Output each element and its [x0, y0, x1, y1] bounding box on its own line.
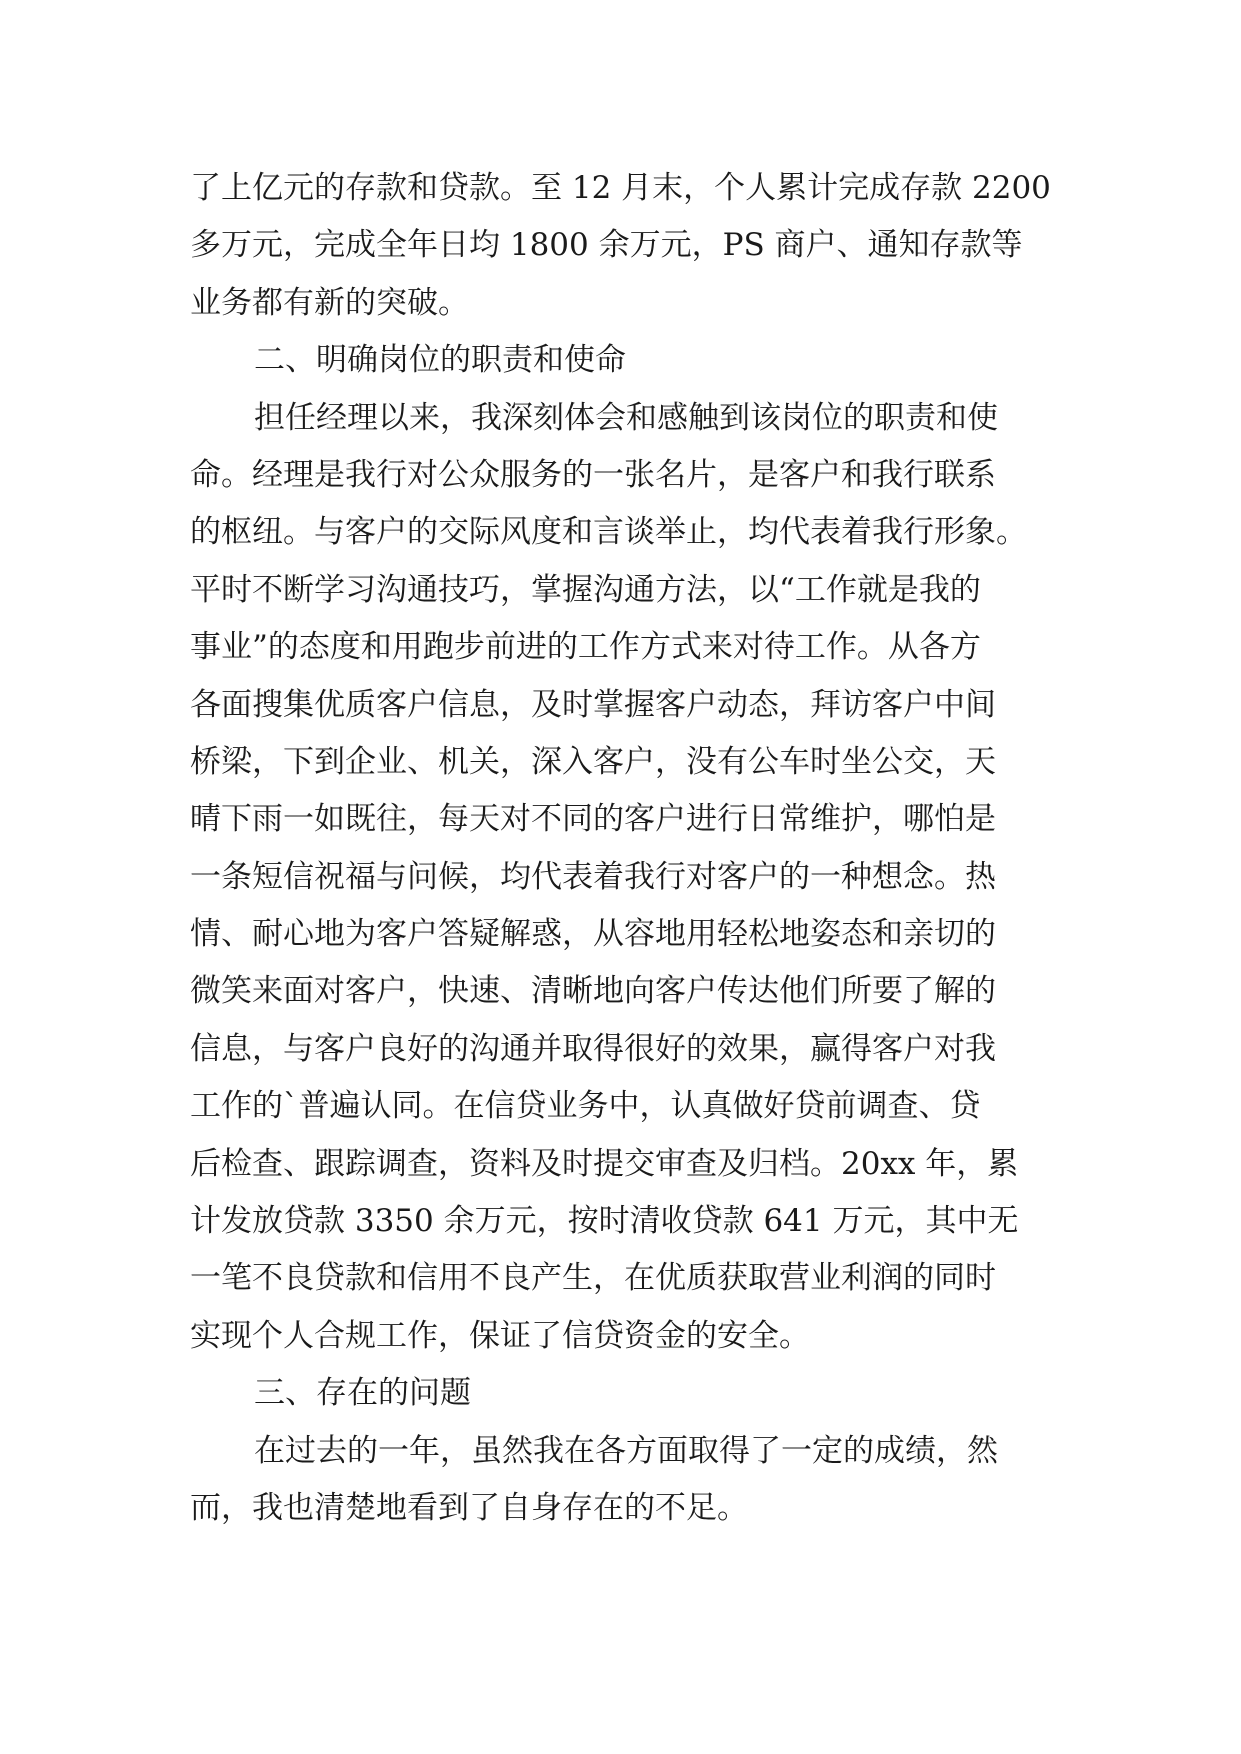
text-line: 实现个人合规工作，保证了信贷资金的安全。	[190, 1317, 810, 1354]
text-line: 晴下雨一如既往，每天对不同的客户进行日常维护，哪怕是	[190, 801, 996, 838]
text-line: 平时不断学习沟通技巧，掌握沟通方法，以“工作就是我的	[190, 571, 981, 608]
text-line: 业务都有新的突破。	[190, 284, 469, 321]
section-heading: 三、存在的问题	[254, 1375, 471, 1412]
text-line: 情、耐心地为客户答疑解惑，从容地用轻松地姿态和亲切的	[190, 916, 996, 953]
text-line: 工作的`普遍认同。在信贷业务中，认真做好贷前调查、贷	[190, 1088, 981, 1125]
text-line: 事业”的态度和用跑步前进的工作方式来对待工作。从各方	[190, 629, 981, 666]
text-line: 各面搜集优质客户信息，及时掌握客户动态，拜访客户中间	[190, 686, 996, 723]
text-line: 在过去的一年，虽然我在各方面取得了一定的成绩，然	[254, 1432, 998, 1469]
text-line: 的枢纽。与客户的交际风度和言谈举止，均代表着我行形象。	[190, 514, 1027, 551]
document-body	[190, 160, 1056, 1537]
section-heading: 二、明确岗位的职责和使命	[254, 342, 626, 379]
text-line: 一条短信祝福与问候，均代表着我行对客户的一种想念。热	[190, 858, 996, 895]
text-line: 命。经理是我行对公众服务的一张名片，是客户和我行联系	[190, 456, 996, 493]
text-line: 计发放贷款 3350 余万元，按时清收贷款 641 万元，其中无	[190, 1203, 1019, 1240]
text-line: 信息，与客户良好的沟通并取得很好的效果，赢得客户对我	[190, 1030, 996, 1067]
text-line: 了上亿元的存款和贷款。至 12 月末，个人累计完成存款 2200	[190, 170, 1051, 206]
text-line: 桥梁，下到企业、机关，深入客户，没有公车时坐公交，天	[190, 743, 996, 780]
text-line: 一笔不良贷款和信用不良产生，在优质获取营业利润的同时	[190, 1260, 996, 1297]
text-line: 担任经理以来，我深刻体会和感触到该岗位的职责和使	[254, 399, 998, 436]
text-line: 后检查、跟踪调查，资料及时提交审查及归档。20xx 年，累	[190, 1145, 1019, 1182]
text-line: 微笑来面对客户，快速、清晰地向客户传达他们所要了解的	[190, 973, 996, 1010]
text-line: 而，我也清楚地看到了自身存在的不足。	[190, 1489, 748, 1526]
text-line: 多万元，完成全年日均 1800 余万元，PS 商户、通知存款等	[190, 227, 1023, 264]
